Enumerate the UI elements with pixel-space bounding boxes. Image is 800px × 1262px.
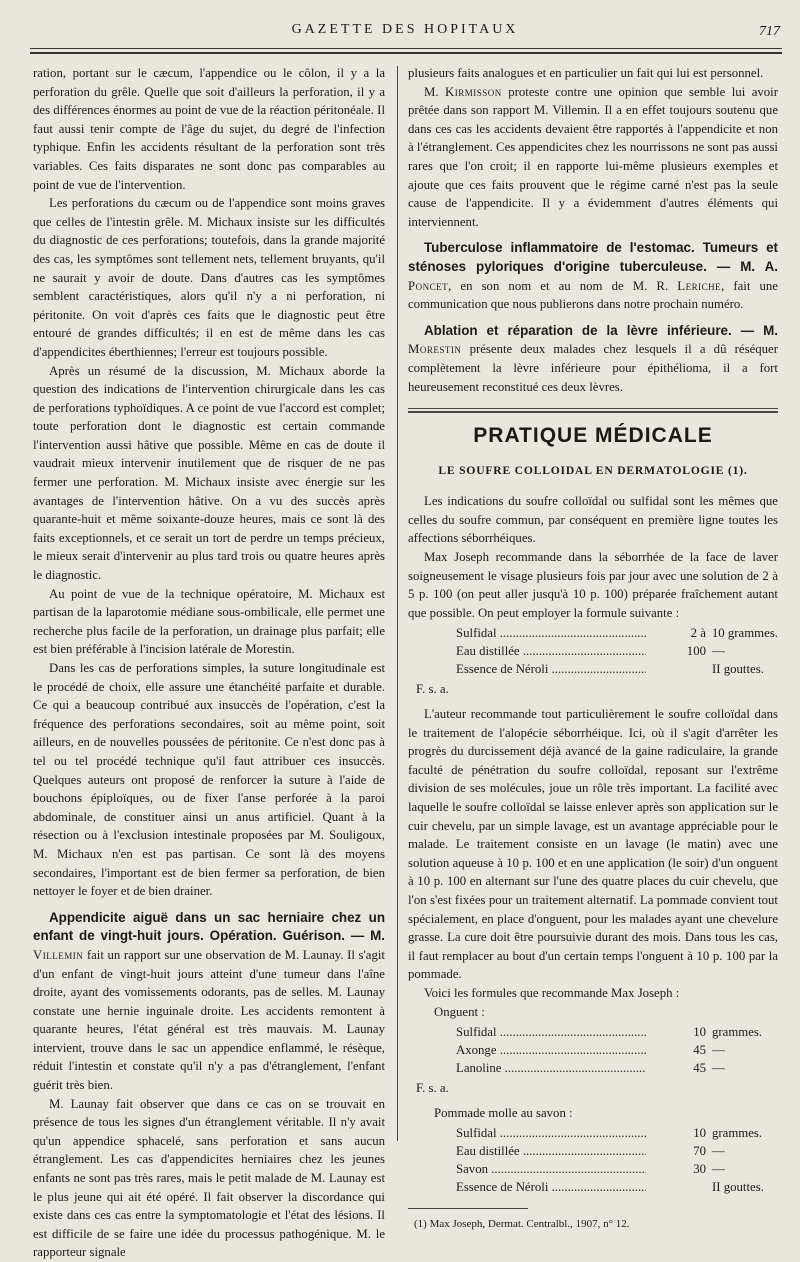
ingredient-name: Axonge ..... (456, 1041, 646, 1059)
formula-signature: F. s. a. (416, 1081, 449, 1096)
paragraph: Voici les formules que recommande Max Joseph : (424, 985, 680, 1000)
journal-title: GAZETTE DES HOPITAUX (291, 22, 519, 37)
formula-table (408, 1124, 778, 1196)
section-paragraph (408, 239, 778, 313)
right-column (408, 64, 778, 1234)
ingredient-name: Eau distillée ..... (456, 642, 646, 660)
page-header (30, 22, 780, 44)
paragraph-text: fait un rapport sur une observation de M. Launay. Il s'agit d'un enfant de vingt-huit jours atteint d'une tumeur dans l'aîne droite, ayant des vomissements odorants, pas de selles. M. Launay constate une hernie inguinale droite. Les accidents remontent à quarante heures, l'état général est très mauvais. M. Launay intervient, trouve dans le sac un appendice enflammé, le résèque, réduit l'intestin et constate qu'il n'y a pas d'étranglement, l'enfant guérit très bien. (33, 947, 385, 1093)
paragraph: M. Launay fait observer que dans ce cas on se trouvait en présence de tous les signes d'un étranglement véritable. Il n'y avait qu'un appendice sphacelé, sans perforation et sans aucun étranglement. Les cas d'appendicites herniaires chez les jeunes enfants ne sont pas très rares, mais le petit malade de M. Launay est le plus jeune qui ait été opéré. Il fait observer la discordance qui existe dans ces cas entre la symptomatologie et l'état des lésions. Il est difficile de se faire une idée du processus pathogénique. M. le rapporteur signale (33, 1096, 385, 1260)
formula-row (456, 624, 778, 642)
ingredient-name: Lanoline ..... (456, 1059, 646, 1077)
header-rule-thick (30, 52, 782, 54)
ingredient-unit: — (712, 644, 725, 659)
footnote-rule (408, 1208, 528, 1209)
column-divider (397, 66, 398, 1141)
author-name: Villemin (33, 947, 84, 962)
ingredient-quantity: 100 (686, 644, 706, 659)
ingredient-name: Sulfidal ..... (456, 1023, 646, 1041)
formula-table (408, 1023, 778, 1077)
paragraph: Les indications du soufre colloïdal ou sulfidal sont les mêmes que celles du soufre commun, par conséquent en première ligne toutes les affections séborrhéiques. (408, 494, 778, 546)
ingredient-unit: — (712, 1061, 725, 1076)
ingredient-quantity (646, 1178, 712, 1196)
formula-label: Pommade molle au savon : (434, 1105, 573, 1120)
paragraph: ration, portant sur le cæcum, l'appendice ou le côlon, il y a la perforation du grêle. Quelle que soit d'ailleurs la perforation, il y a des différences énormes au point de vue de la réaction péritonéale. Il faut aussi tenir compte de l'âge du sujet, du degré de l'infection typhique. Enfin les accidents résultant de la perforation sont très variables. Ces faits disparates ne sont donc pas comparables au point de vue de l'intervention. (33, 66, 385, 192)
section-heading: Ablation et réparation de la lèvre inférieure. — M. (424, 322, 778, 338)
ingredient-unit: — (712, 1162, 725, 1177)
formula-row (456, 1059, 778, 1077)
formula-row (456, 660, 778, 678)
ingredient-name: Savon ..... (456, 1160, 646, 1178)
section-heading: Appendicite aiguë dans un sac herniaire chez un enfant de vingt-huit jours. Opération. Guérison. — M. (33, 909, 385, 944)
ingredient-quantity: 2 à (690, 626, 706, 641)
formula-row (456, 642, 778, 660)
ingredient-name: Essence de Néroli ..... (456, 660, 646, 678)
paragraph: Au point de vue de la technique opératoire, M. Michaux est partisan de la laparotomie médiane sous-ombilicale, elle permet une recherche plus facile de la perforation, un drainage plus parfait; elle est bien préférable à l'incision latérale de Morestin. (33, 586, 385, 657)
ingredient-unit: — (712, 1144, 725, 1159)
ingredient-quantity: 45 (693, 1043, 706, 1058)
ingredient-quantity: 45 (693, 1061, 706, 1076)
paragraph: Les perforations du cæcum ou de l'appendice sont moins graves que celles de l'intestin grêle. M. Michaux insiste sur les difficultés du diagnostic de ces perforations; toutefois, dans la grande majorité des cas, les symptômes sont tellement nets, tellement bruyants, qu'il ne saurait y avoir de doute. Dans d'autres cas les symptômes semblent caractéristiques, alors qu'il n'y a ni perforation, ni péritonite. On voit d'après ces faits que le diagnostic peut être entouré de grandes difficultés; il en est de même dans les cas d'appendicites éberthiennes; l'erreur est toujours possible. (33, 196, 385, 359)
section-title: PRATIQUE MÉDICALE (473, 424, 713, 448)
formula-row (456, 1124, 778, 1142)
paragraph: Max Joseph recommande dans la séborrhée de la face de laver soigneusement le visage plusieurs fois par jour avec une solution de 2 à 5 p. 100 (on peut aller jusqu'à 10 p. 100) préparée fraîchement autant que possible. On peut employer la formule suivante : (408, 550, 778, 620)
ingredient-quantity: 70 (693, 1144, 706, 1159)
page-number: 717 (759, 24, 780, 39)
paragraph: L'auteur recommande tout particulièrement le soufre colloïdal dans le traitement de l'alopécie séborrhéique. Ici, où il s'agit d'arrêter les progrès du durcissement déjà avancé de la gaine radiculaire, la grande faculté de pénétration du soufre colloïdal, reposant sur l'extrême division de ses molécules, joue un rôle très important. La facilité avec laquelle le soufre colloïdal se laisse enlever après son application sur le cuir chevelu, par un simple lavage, est un avantage appréciable pour le malade. Le traitement consiste en un lavage (le matin) avec une solution aqueuse à 10 p. 100 et en une application (le soir) d'un onguent à 10 p. 100 en alternant sur l'une des quatre places du cuir chevelu, que l'on s'est fixées pour un traitement alternatif. La pommade convient tout spécialement, en place d'onguent, pour les malades ayant une chevelure grasse. La cure doit être poursuivie durant des mois. Dans tous les cas, il faut remplacer au bout d'un certain temps l'onguent à 10 p. 100 par la pommade. (408, 707, 778, 982)
author-name: Kirmisson (445, 84, 502, 99)
ingredient-unit: — (712, 1043, 725, 1058)
ingredient-quantity: 10 (693, 1126, 706, 1141)
paragraph-text: proteste contre une opinion que semble lui avoir prêtée dans son rapport M. Villemin. Il a en effet toujours soutenu que dans ces cas les accidents devaient être rapportés à l'appendicite et non à l'étranglement. Ces appendicites chez les nourrissons ne sont pas aussi rares que l'on croit; il en rapporte lui-même plusieurs exemples et ajoute que ces faits prouvent que le régime carné n'est pas la seule cause de l'appendicite. Il y a évidemment d'autres éléments qui interviennent. (408, 84, 778, 229)
ingredient-name: Essence de Néroli ..... (456, 1178, 646, 1196)
author-name: Leriche (677, 278, 722, 293)
section-heading: Tuberculose inflammatoire de l'estomac. Tumeurs et sténoses pyloriques d'origine tuberculeuse. — M. A. (408, 240, 778, 274)
ingredient-name: Eau distillée ..... (456, 1142, 646, 1160)
formula-row (456, 1142, 778, 1160)
section-paragraph (33, 909, 385, 1095)
ingredient-name: Sulfidal ..... (456, 624, 646, 642)
author-name: Morestin (408, 342, 462, 357)
section-paragraph (408, 322, 778, 396)
author-name: Poncet (408, 278, 449, 293)
footnote: (1) Max Joseph, Dermat. Centralbl., 1907, n° 12. (414, 1218, 630, 1231)
paragraph: Après un résumé de la discussion, M. Michaux aborde la question des indications de l'intervention chirurgicale dans les cas de perforations typhoïdiques. A ce point de vue l'accord est complet; toute perforation dont le diagnostic est certain commande l'intervention aussi hâtive que possible. Même en cas de doute il vaudrait mieux intervenir inutilement que de risquer de ne pas fermer une perforation. M. Michaux insiste avec énergie sur les avantages de l'intervention hâtive. On a vu des succès après quarante-huit et même soixante-douze heures, mais ce sont là des faits exceptionnels, et ce serait un tort de perdre un temps précieux, le mieux serait d'intervenir au plus tard trois ou quatre heures après le diagnostic. (33, 363, 385, 583)
header-rule (30, 48, 782, 49)
left-column (33, 64, 385, 1262)
paragraph-text: , fait une communication que nous publierons dans notre prochain numéro. (408, 278, 778, 312)
ingredient-unit: II gouttes. (712, 1180, 764, 1195)
ingredient-unit: grammes. (712, 1025, 763, 1040)
ingredient-quantity: 10 (693, 1025, 706, 1040)
section-rule (408, 408, 778, 409)
formula-row (456, 1160, 778, 1178)
section-rule-thick (408, 411, 778, 413)
formula-signature: F. s. a. (416, 682, 449, 697)
paragraph: plusieurs faits analogues et en particulier un fait qui lui est personnel. (408, 66, 764, 80)
ingredient-name: Sulfidal ..... (456, 1124, 646, 1142)
article-subtitle: LE SOUFRE COLLOIDAL EN DERMATOLOGIE (1). (438, 463, 748, 477)
formula-label: Onguent : (434, 1004, 485, 1019)
ingredient-quantity: 30 (693, 1162, 706, 1177)
ingredient-unit: grammes. (712, 1126, 763, 1141)
ingredient-quantity (646, 660, 712, 678)
ingredient-unit: 10 grammes. (711, 626, 778, 641)
paragraph-text: présente deux malades chez lesquels il a dû réséquer complètement la lèvre inférieure pour épithélioma, il a fort heureusement reconstitué ces deux lèvres. (408, 342, 778, 394)
formula-row (456, 1178, 778, 1196)
formula-row (456, 1041, 778, 1059)
paragraph-text: , en son nom et au nom de M. R. (448, 278, 678, 293)
paragraph: M. Kirmisson proteste contre une opinion que semble lui avoir prêtée dans son rapport M. Villemin. Il a en effet toujours soutenu que dans ces cas les accidents devaient être rapportés à l'appendicite et non à l'étranglement. Ces appendicites chez les nourrissons ne sont pas aussi rares que l'on croit; il en rapporte lui-même plusieurs exemples et ajoute que ces faits prouvent que le régime carné n'est pas la seule cause de l'appendicite. Il y a évidemment d'autres éléments qui interviennent. (408, 84, 778, 229)
ingredient-unit: II gouttes. (712, 662, 764, 677)
formula-row (456, 1023, 778, 1041)
paragraph: Dans les cas de perforations simples, la suture longitudinale est le procédé de choix, elle assure une étanchéité parfaite et durable. Ce qui a beaucoup contribué aux insuccès de l'opération, c'est la fréquence des perforations secondaires, soit au même point, soit ailleurs, en de nouvelles poussées de péritonite. Ce n'est donc pas à tel ou tel procédé technique qu'il faut attribuer ces insuccès. Quelques auteurs ont proposé de renforcer la suture à l'aide de bouchons épiploïques, ou de fixer l'anse perforée à la paroi abdominale, de constituer ainsi un anus artificiel. Quant à la résection ou à l'exclusion intestinale proposées par M. Souligoux, M. Michaux n'en est pas partisan. Ce sont là des moyens secondaires, l'important est de bien fermer sa perforation, de bien nettoyer le foyer et de bien drainer. (33, 661, 385, 899)
formula-table (408, 624, 778, 678)
